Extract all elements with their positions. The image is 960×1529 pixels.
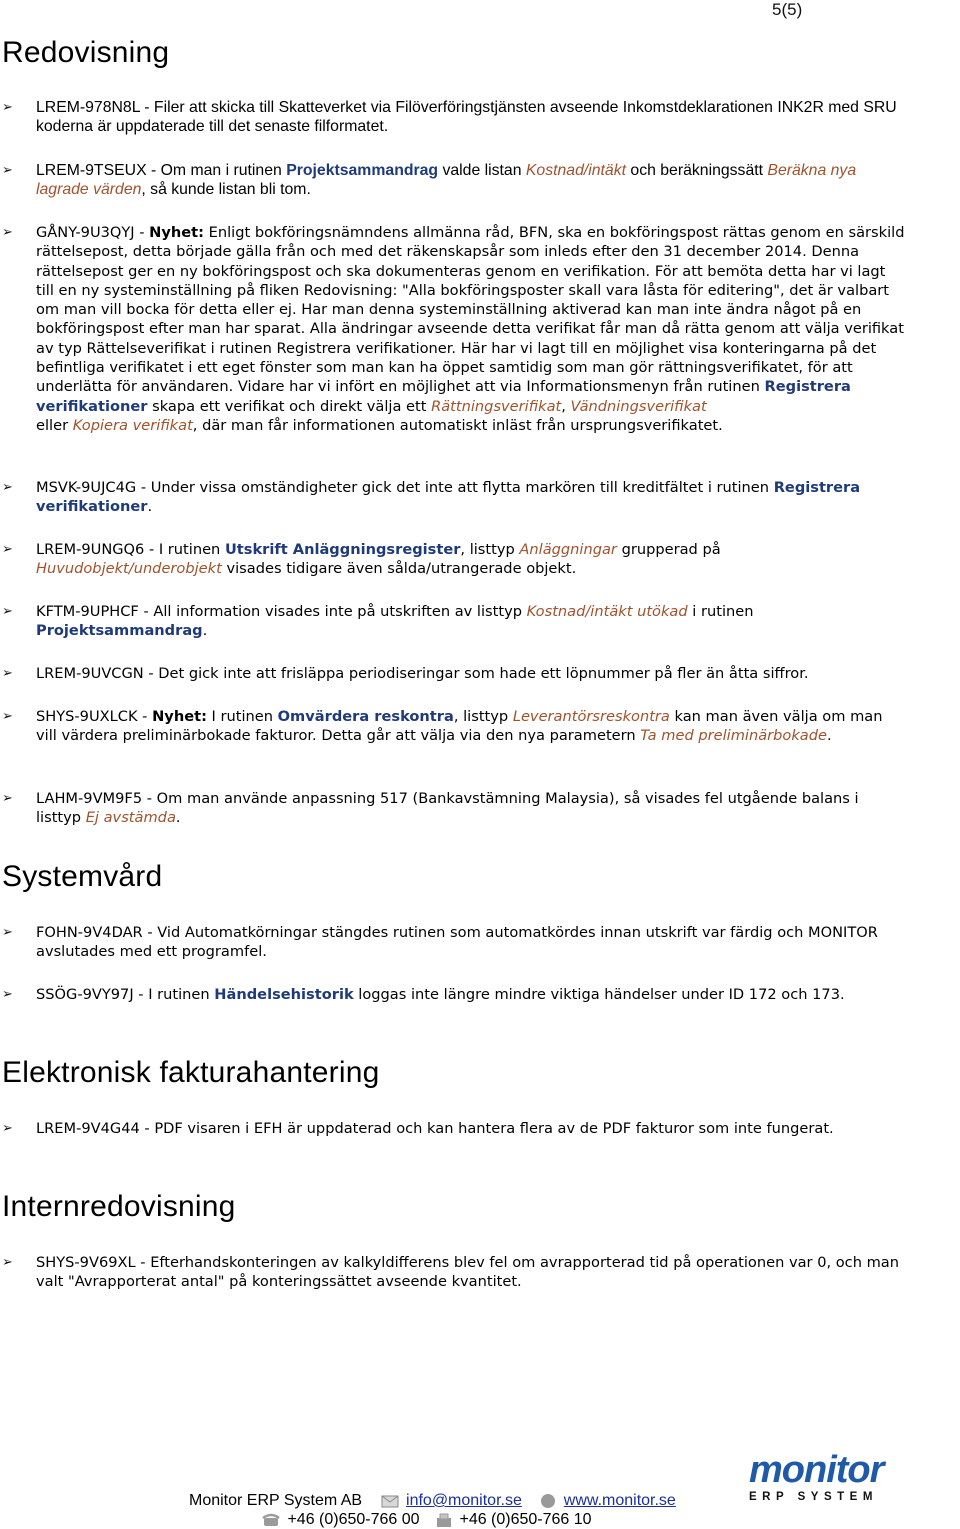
item-text: LREM-9UVCGN - Det gick inte att frisläppa periodiseringar som hade ett löpnummer på fler än åtta siffror.: [36, 665, 809, 682]
calc-method: Beräkna nya lagrade värden: [36, 162, 857, 199]
arrow-bullet-icon: ➢: [2, 666, 13, 681]
item-text: SHYS-9V69XL - Efterhandskonteringen av kalkyldifferens blev fel om avrapporterad tid på operationen var 0, och man valt "Avrapporterat antal" på konteringssättet avseende kvantitet.: [36, 1254, 900, 1291]
arrow-bullet-icon: ➢: [2, 1255, 13, 1270]
item-text: GÅNY-9U3QYJ - Nyhet: Enligt bokföringsnämndens allmänna råd, BFN, ska en bokföringspost rättas genom en särskild rättelsepost, detta började gälla från och med det räkenskapsår som inleds efter den 31 december 2014. Denna rättelsepost ger en ny bokföringspost och ska dokumenteras genom en verifikation. För att bemöta detta har vi lagt till en ny systeminställning på fliken Redovisning: "Alla bokföringsposter skall vara låsta för editering", det är valbart om man vill bocka för detta eller ej. Har man denna systeminställning aktiverad kan man inte ändra något på en bokföringspost efter man har sparat. Alla ändringar avseende detta verifikat får man då rätta genom att välja verifikat av typ Rättelseverifikat i rutinen Registrera verifikationer. Här har vi lagt till en möjlighet visa konteringarna på det befintliga verifikatet i ett eget fönster som man kan ha öppet samtidig som man gör rättningsverifikatet, för att underlätta för användaren. Vidare har vi infört en möjlighet att via Informationsmenyn från rutinen Registrera verifikationer skapa ett verifikat och direkt välja ett Rättningsverifikat, Vändningsverifikat eller Kopiera verifikat, där man får informationen automatiskt inläst från ursprungsverifikatet.: [36, 224, 905, 434]
phone-number: +46 (0)650-766 00: [287, 1511, 420, 1528]
arrow-bullet-icon: ➢: [2, 163, 13, 178]
section-heading-systemvard: Systemvård: [2, 860, 163, 893]
item-text: LREM-9TSEUX - Om man i rutinen Projektsammandrag valde listan Kostnad/intäkt och beräkningssätt Beräkna nya lagrade värden, så kunde listan bli tom.: [36, 162, 857, 199]
arrow-bullet-icon: ➢: [2, 987, 13, 1002]
globe-icon: [540, 1493, 556, 1509]
fax-icon: [436, 1513, 452, 1528]
list-item: [0, 664, 905, 683]
list-item: [0, 707, 905, 746]
arrow-bullet-icon: ➢: [2, 1121, 13, 1136]
website-link[interactable]: www.monitor.se: [563, 1492, 676, 1509]
item-text: LREM-9V4G44 - PDF visaren i EFH är uppdaterad och kan hantera flera av de PDF fakturor som inte fungerat.: [36, 1120, 834, 1137]
envelope-icon: [381, 1495, 399, 1508]
list-type: Kostnad/intäkt: [525, 162, 627, 179]
section-heading-efh: Elektronisk fakturahantering: [2, 1056, 380, 1089]
routine-name: Registrera verifikationer: [36, 378, 851, 415]
logo-subtitle: ERP SYSTEM: [749, 1491, 878, 1503]
list-item: [0, 985, 905, 1004]
arrow-bullet-icon: ➢: [2, 100, 13, 115]
item-text: MSVK-9UJC4G - Under vissa omständigheter gick det inte att flytta markören till kreditfältet i rutinen Registrera verifikationer.: [36, 479, 861, 516]
item-text: LREM-9UNGQ6 - I rutinen Utskrift Anläggningsregister, listtyp Anläggningar grupperad på Huvudobjekt/underobjekt visades tidigare även sålda/utrangerade objekt.: [36, 541, 721, 578]
page-number: 5(5): [772, 0, 803, 19]
list-item: [0, 602, 905, 641]
arrow-bullet-icon: ➢: [2, 791, 13, 806]
fax-number: +46 (0)650-766 10: [459, 1511, 592, 1528]
email-link[interactable]: info@monitor.se: [406, 1492, 522, 1509]
arrow-bullet-icon: ➢: [2, 480, 13, 495]
section-heading-redovisning: Redovisning: [2, 36, 170, 69]
list-item: [0, 789, 905, 828]
list-item: [0, 161, 905, 200]
list-item: [0, 923, 905, 962]
arrow-bullet-icon: ➢: [2, 542, 13, 557]
item-text: LAHM-9VM9F5 - Om man använde anpassning 517 (Bankavstämning Malaysia), så visades fel utgående balans i listtyp Ej avstämda.: [36, 790, 859, 827]
phone-icon: [262, 1513, 280, 1527]
item-text: SSÖG-9VY97J - I rutinen Händelsehistorik loggas inte längre mindre viktiga händelser under ID 172 och 173.: [36, 986, 845, 1003]
logo-wordmark: monitor: [749, 1449, 884, 1491]
list-item: [0, 540, 905, 579]
company-name: Monitor ERP System AB: [189, 1492, 363, 1509]
routine-name: Projektsammandrag: [286, 162, 439, 179]
arrow-bullet-icon: ➢: [2, 225, 13, 240]
arrow-bullet-icon: ➢: [2, 709, 13, 724]
list-item: [0, 478, 905, 517]
list-item: [0, 223, 905, 435]
arrow-bullet-icon: ➢: [2, 604, 13, 619]
item-text: LREM-978N8L - Filer att skicka till Skatteverket via Filöverföringstjänsten avseende Inkomstdeklarationen INK2R med SRU koderna är uppdaterade till det senaste filformatet.: [36, 99, 897, 136]
list-item: [0, 1119, 905, 1138]
item-text: FOHN-9V4DAR - Vid Automatkörningar stängdes rutinen som automatkördes innan utskrift var färdig och MONITOR avslutades med ett programfel.: [36, 924, 878, 961]
list-item: [0, 98, 905, 137]
arrow-bullet-icon: ➢: [2, 925, 13, 940]
monitor-logo: [747, 1446, 903, 1504]
item-text: KFTM-9UPHCF - All information visades inte på utskriften av listtyp Kostnad/intäkt utökad i rutinen Projektsammandrag.: [36, 603, 754, 640]
footer-phone-line: [262, 1511, 592, 1529]
list-item: [0, 1253, 905, 1292]
footer-contact-line: [189, 1492, 676, 1510]
section-heading-internredovisning: Internredovisning: [2, 1190, 236, 1223]
item-text: SHYS-9UXLCK - Nyhet: I rutinen Omvärdera reskontra, listtyp Leverantörsreskontra kan man även välja om man vill värdera preliminärbokade fakturor. Detta går att välja via den nya parametern Ta med preliminärbokade.: [36, 708, 883, 745]
